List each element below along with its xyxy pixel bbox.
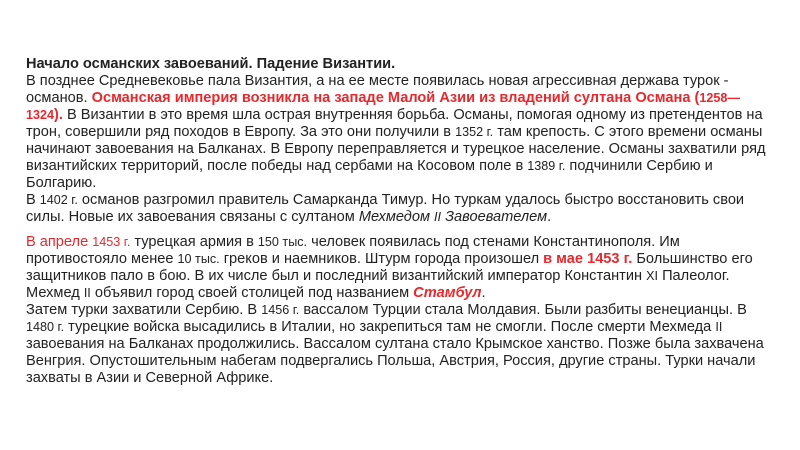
p3-red-text: В апреле: [26, 234, 93, 250]
p4-year-1456: 1456 г.: [261, 303, 300, 317]
paragraph-1: [26, 73, 766, 192]
p1-year-1352: 1352 г.: [455, 125, 494, 139]
p3-stambul: Стамбул: [413, 285, 482, 301]
slide-text: [26, 56, 766, 387]
p2-text-1: В: [26, 192, 40, 208]
p2-epithet: Завоевателем: [445, 209, 548, 225]
p3-year-1453: 1453 г.: [92, 235, 131, 249]
p1-text-3: В Византии в это время шла острая внутренняя борьба. Османы, помогая одному из претендентов на трон, совершили ряд походов в Европу. За это они получили в: [26, 107, 763, 140]
p1-year-1389: 1389 г.: [527, 159, 566, 173]
p3-text-3: греков и наемников. Штурм города произошел: [219, 251, 544, 267]
paragraph-2: [26, 192, 766, 226]
p3-red-april: [26, 234, 130, 250]
p2-mehmed: Мехмедом: [358, 209, 430, 225]
p3-text-2: человек появилась под стенами Константинополя. Им противостояло менее: [26, 234, 680, 267]
p4-year-1480: 1480 г.: [26, 320, 65, 334]
page-title: Начало османских завоеваний. Падение Византии.: [26, 56, 396, 72]
p3-text-4: Большинство его защитников пало в бою. В их числе был и последний византийский император Константин: [26, 251, 753, 284]
p3-text-5: Палеолог. Мехмед: [26, 268, 730, 301]
p2-text-2: османов разгромил правитель Самарканда Тимур. Но туркам удалось быстро восстановить свои силы. Новые их завоевания связаны с султаном: [26, 192, 745, 225]
paragraph-3: [26, 234, 766, 302]
p4-text-4: завоевания на Балканах продолжились. Вассалом султана стало Крымское ханство. Позже была захвачена Венгрия. Опустошительным набегам подвергались Польша, Австрия, Россия, другие страны. Турки начали захваты в Азии и Северной Африке.: [26, 336, 764, 386]
p4-text-2: вассалом Турции стала Молдавия. Были разбиты венецианцы. В: [299, 302, 747, 318]
p4-text-1: Затем турки захватили Сербию. В: [26, 302, 262, 318]
p3-num-10: 10 тыс.: [177, 252, 220, 266]
p2-year-1402: 1402 г.: [39, 193, 78, 207]
p4-text-3: турецкие войска высадились в Италии, но закрепиться там не смогли. После смерти Мехмеда: [64, 319, 716, 335]
p3-num-150: 150 тыс.: [257, 235, 308, 249]
p1-text-4: там крепость. С этого времени османы начинают завоевания на Балканах. В Европу переправляется и турецкое население. Османы захватили ряд византийских территорий, после победы над сербами на Косовом поле в: [26, 124, 766, 174]
p3-roman-ii: II: [83, 286, 91, 300]
p1-highlight-text: Османская империя возникла на западе Малой Азии из владений султана Османа (: [91, 90, 700, 106]
p3-red-may: в мае 1453 г.: [543, 251, 633, 267]
p1-osman-dates: 1258— 1324: [26, 91, 740, 122]
p3-text-1: турецкая армия в: [130, 234, 258, 250]
paragraph-4: [26, 302, 766, 387]
p1-text-5: подчинили Сербию и Болгарию.: [26, 158, 713, 191]
p4-roman-ii: II: [715, 320, 723, 334]
p3-text-6: объявил город своей столицей под названием: [90, 285, 414, 301]
p1-highlight-close: ).: [54, 107, 63, 123]
p2-end: .: [547, 209, 552, 225]
p3-roman-xi: XI: [646, 269, 659, 283]
p2-roman-ii: II: [434, 210, 442, 224]
p1-text-1: В позднее Средневековье пала Византия, а на ее месте появилась новая агрессивная держава турок - османов.: [26, 73, 729, 106]
p2-mehmed-name: [359, 209, 547, 225]
p3-end: .: [481, 285, 486, 301]
